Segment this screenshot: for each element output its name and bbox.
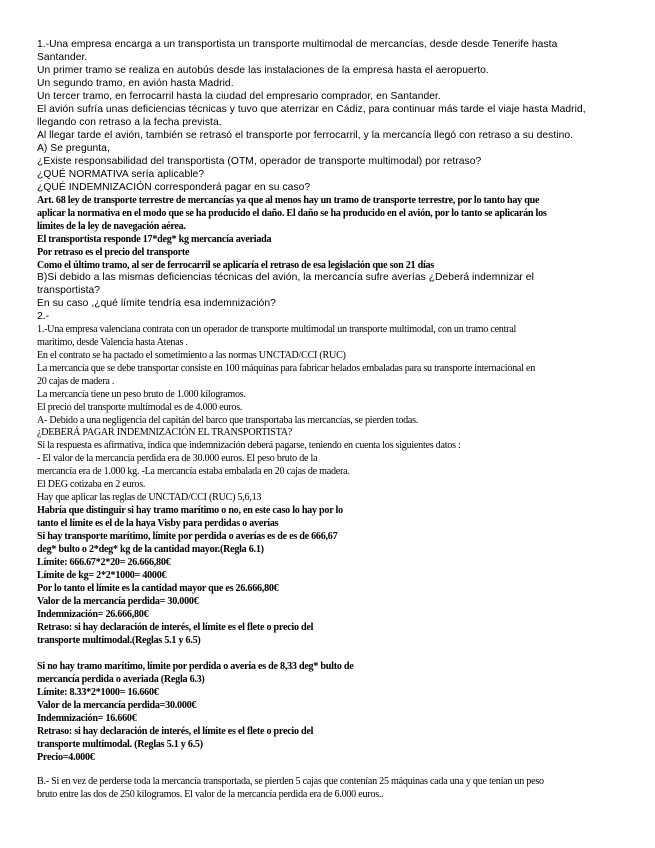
text-line: Habría que distinguir si hay tramo marítimo o no, en este caso lo hay por lo <box>37 505 343 516</box>
text-line: Un segundo tramo, en avión hasta Madrid. <box>37 78 234 89</box>
text-line: mercancía era de 1.000 kg. -La mercancía estaba embalada en 20 cajas de madera. <box>37 466 350 477</box>
text-line: En su caso ,¿qué límite tendría esa indemnización? <box>37 298 276 309</box>
text-line: Precio=4.000€ <box>37 752 95 763</box>
text-line: El avión sufría unas deficiencias técnicas y tuvo que aterrizar en Cádiz, para continuar más tarde el viaje hasta Madrid, <box>37 104 586 115</box>
text-line: Límite de kg= 2*2*1000= 4000€ <box>37 570 167 581</box>
text-line: 1.-Una empresa valenciana contrata con un operador de transporte multimodal un transporte multimodal, con un tramo central <box>37 324 517 335</box>
text-line: mercancía perdida o averiada (Regla 6.3) <box>37 674 205 685</box>
text-line: B.- Si en vez de perderse toda la mercancía transportada, se pierden 5 cajas que contenían 25 máquinas cada una y que tenían un peso <box>37 776 544 787</box>
text-line: El transportista responde 17*deg* kg mercancía averiada <box>37 234 272 245</box>
text-line: 2.- <box>37 311 50 322</box>
text-line: La mercancía que se debe transportar consiste en 100 máquinas para fabricar helados embaladas para su transporte internacional en <box>37 363 536 374</box>
text-line: 1.-Una empresa encarga a un transportista un transporte multimodal de mercancías, desde desde Tenerife hasta <box>37 39 558 50</box>
text-line: Límite: 666.67*2*20= 26.666,80€ <box>37 557 171 568</box>
text-line: B)Si debido a las mismas deficiencias técnicas del avión, la mercancía sufre averías ¿Deberá indemnizar el <box>37 272 534 283</box>
text-line: llegando con retraso a la fecha prevista. <box>37 117 222 128</box>
text-line: ¿QUÉ NORMATIVA sería aplicable? <box>37 169 205 180</box>
text-line: Un primer tramo se realiza en autobús desde las instalaciones de la empresa hasta el aeropuerto. <box>37 65 489 76</box>
text-line: Por lo tanto el límite es la cantidad mayor que es 26.666,80€ <box>37 583 279 594</box>
text-line: Santander. <box>37 52 88 63</box>
text-line: límites de la ley de navegación aérea. <box>37 221 186 232</box>
text-line: El precio del transporte multimodal es de 4.000 euros. <box>37 402 243 413</box>
text-line: Si hay transporte marítimo, límite por perdida o averías es de es de 666,67 <box>37 531 338 542</box>
text-line: Valor de la mercancía perdida= 30.000€ <box>37 596 199 607</box>
text-line: Por retraso es el precio del transporte <box>37 247 190 258</box>
text-line: A) Se pregunta, <box>37 143 110 154</box>
text-line: ¿QUÉ INDEMNIZACIÓN corresponderá pagar en su caso? <box>37 182 311 193</box>
text-line: Un tercer tramo, en ferrocarril hasta la ciudad del empresario comprador, en Santander. <box>37 91 441 102</box>
text-line: 20 cajas de madera . <box>37 376 115 387</box>
text-line: - El valor de la mercancía perdida era de 30.000 euros. El peso bruto de la <box>37 453 318 464</box>
text-line: Retraso: si hay declaración de interés, el límite es el flete o precio del <box>37 726 314 737</box>
text-line: Indemnización= 16.660€ <box>37 713 137 724</box>
text-line: Al llegar tarde el avión, también se retrasó el transporte por ferrocarril, y la mercancía llegó con retraso a su destino. <box>37 130 574 141</box>
text-line: transporte multimodal.(Reglas 5.1 y 6.5) <box>37 635 201 646</box>
text-line: El DEG cotizaba en 2 euros. <box>37 479 146 490</box>
text-line: tanto el límite es el de la haya Visby para perdidas o averías <box>37 518 279 529</box>
text-line: Si la respuesta es afirmativa, indica que indemnización deberá pagarse, teniendo en cuenta los siguientes datos : <box>37 440 461 451</box>
text-line: aplicar la normativa en el modo que se ha producido el daño. El daño se ha producido en el avión, por lo tanto se aplicarán los <box>37 208 547 219</box>
text-line: bruto entre las dos de 250 kilogramos. El valor de la mercancía perdida era de 6.000 euros.. <box>37 789 384 800</box>
text-line: Art. 68 ley de transporte terrestre de mercancías ya que al menos hay un tramo de transporte terrestre, por lo tanto hay que <box>37 195 540 206</box>
text-line: marítimo, desde Valencia hasta Atenas . <box>37 337 188 348</box>
text-line: La mercancía tiene un peso bruto de 1.000 kilogramos. <box>37 389 246 400</box>
text-line: A- Debido a una negligencia del capitán del barco que transportaba las mercancías, se pierden todas. <box>37 415 419 426</box>
text-line: ¿DEBERÁ PAGAR INDEMNIZACIÓN EL TRANSPORTISTA? <box>37 427 293 438</box>
text-line: Como el último tramo, al ser de ferrocarril se aplicaría el retraso de esa legislación que son 21 días <box>37 260 434 271</box>
text-line: Si no hay tramo marítimo, límite por perdida o avería es de 8,33 deg* bulto de <box>37 661 354 672</box>
text-line: transportista? <box>37 285 101 296</box>
text-line: Retraso: si hay declaración de interés, el límite es el flete o precio del <box>37 622 314 633</box>
text-line: deg* bulto o 2*deg* kg de la cantidad mayor.(Regla 6.1) <box>37 544 264 555</box>
text-line: Hay que aplicar las reglas de UNCTAD/CCI (RUC) 5,6,13 <box>37 492 262 503</box>
text-line: Indemnización= 26.666,80€ <box>37 609 149 620</box>
text-line: Valor de la mercancía perdida=30.000€ <box>37 700 197 711</box>
text-line: En el contrato se ha pactado el sometimiento a las normas UNCTAD/CCI (RUC) <box>37 350 346 361</box>
text-line: transporte multimodal. (Reglas 5.1 y 6.5) <box>37 739 203 750</box>
text-line: Límite: 8.33*2*1000= 16.660€ <box>37 687 159 698</box>
text-line: ¿Existe responsabilidad del transportista (OTM, operador de transporte multimodal) por retraso? <box>37 156 482 167</box>
